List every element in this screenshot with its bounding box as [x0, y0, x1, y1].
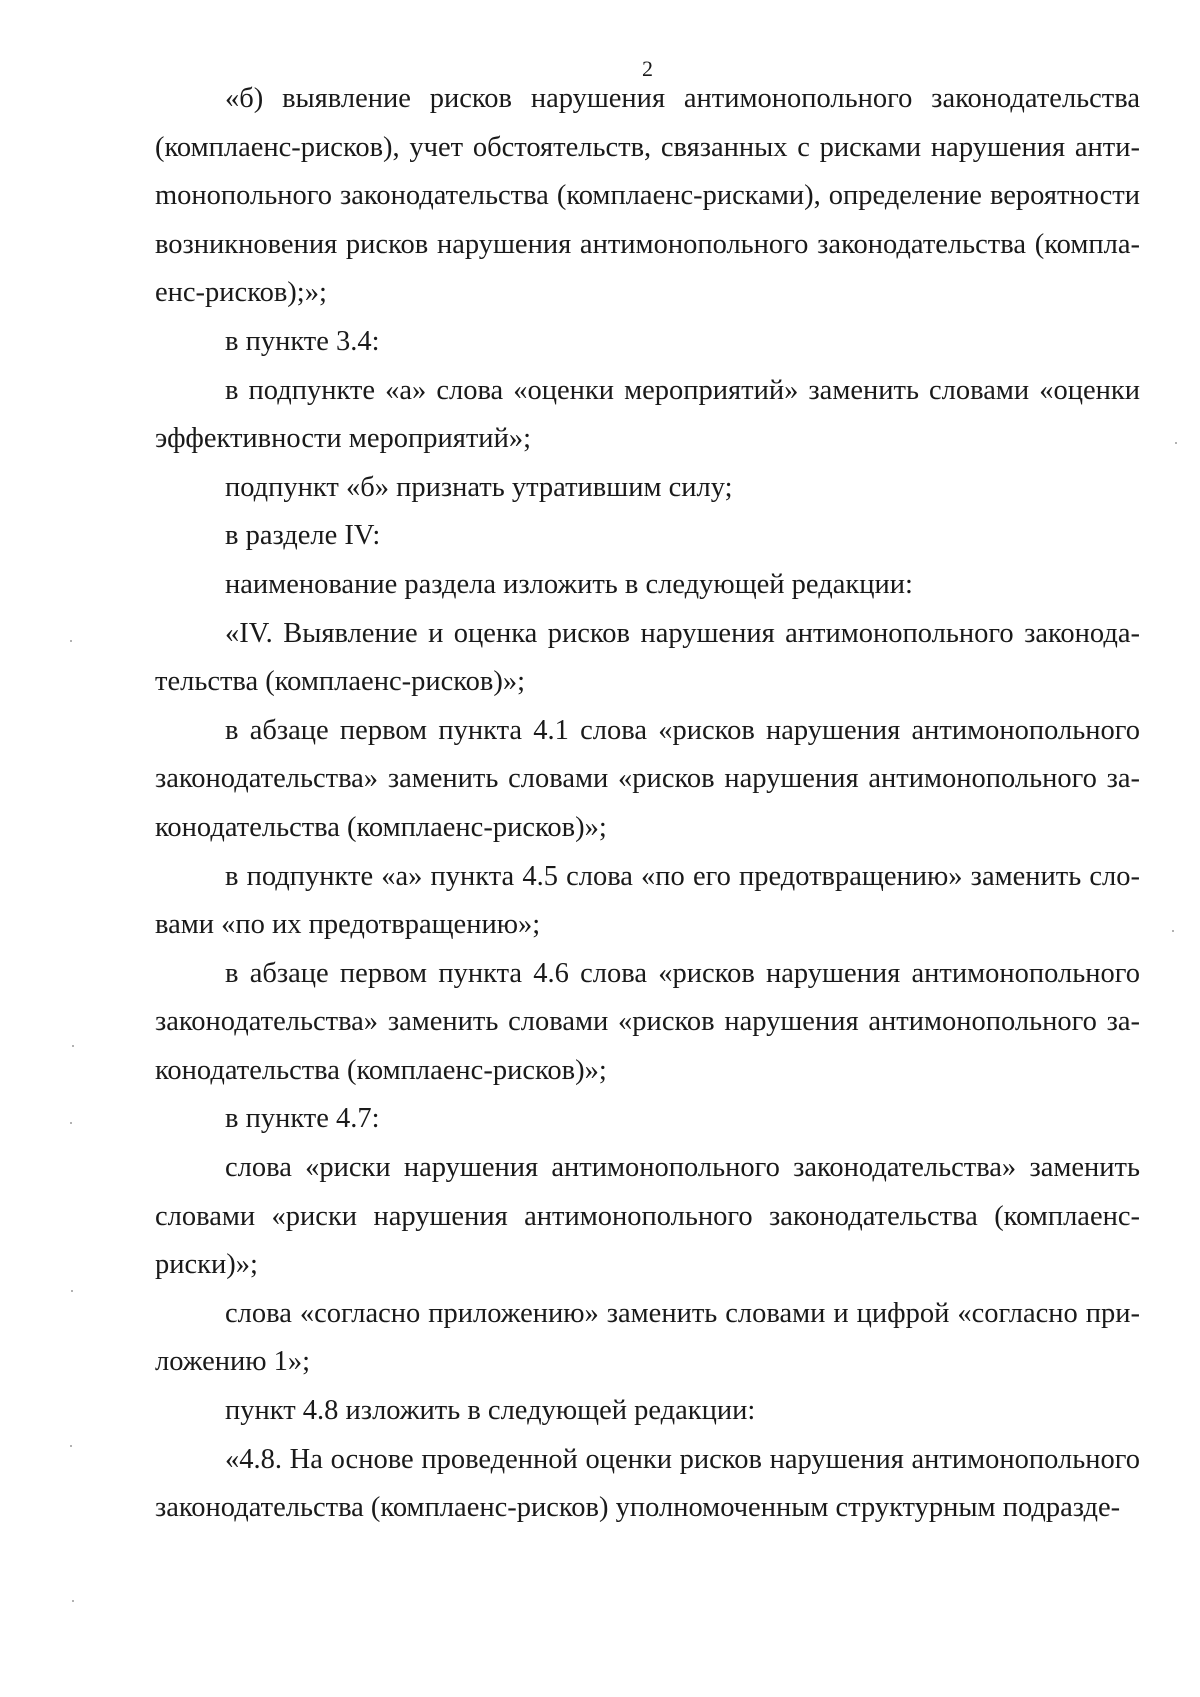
scan-speck [72, 1600, 74, 1602]
scan-speck [70, 640, 72, 642]
paragraph: в разделе IV: [225, 520, 381, 552]
paragraph: в подпункте «а» пункта 4.5 слова «по его предотвращению» заменить словами «по их предотвращению»; [155, 860, 1140, 941]
scan-speck [72, 1045, 74, 1047]
paragraph: наименование раздела изложить в следующей редакции: [225, 568, 913, 600]
paragraph: в абзаце первом пункта 4.6 слова «рисков нарушения антимонопольного законодательства» заменить словами «рисков нарушения антимонопольного законодательства (комплаенс-рисков)»; [155, 957, 1140, 1086]
paragraph: подпункт «б» признать утратившим силу; [225, 471, 733, 503]
paragraph: в абзаце первом пункта 4.1 слова «рисков нарушения антимонопольного законодательства» заменить словами «рисков нарушения антимонопольного законодательства (комплаенс-рисков)»; [155, 714, 1140, 843]
scan-speck [71, 1290, 73, 1292]
paragraph: слова «согласно приложению» заменить словами и цифрой «согласно приложению 1»; [155, 1297, 1140, 1378]
paragraph: в подпункте «а» слова «оценки мероприятий» заменить словами «оценки эффективности мероприятий»; [155, 374, 1140, 455]
paragraph: «IV. Выявление и оценка рисков нарушения антимонопольного законодательства (комплаенс-рисков)»; [155, 617, 1140, 698]
scan-speck [1175, 442, 1177, 444]
scan-speck [1172, 930, 1174, 932]
paragraph: в пункте 3.4: [225, 325, 380, 357]
paragraph: в пункте 4.7: [225, 1103, 380, 1135]
paragraph: пункт 4.8 изложить в следующей редакции: [225, 1395, 756, 1427]
document-body [155, 75, 1140, 1533]
scan-speck [70, 1445, 72, 1447]
paragraph: слова «риски нарушения антимонопольного законодательства» заменить словами «риски нарушения антимонопольного законодательства (комплаенс-риски)»; [155, 1152, 1140, 1281]
paragraph: «4.8. На основе проведенной оценки рисков нарушения антимонопольного законодательства (комплаенс-рисков) уполномоченным структурным подразде- [155, 1443, 1140, 1524]
page-number: 2 [642, 56, 653, 81]
paragraph: «б) выявление рисков нарушения антимонопольного законодательства (комплаенс-рисков), учет обстоятельств, связанных с рисками нарушения антиmонопольного законодательства (комплаенс-рисками), определение вероятности возникновения рисков нарушения антимонопольного законодательства (комплаенс-рисков);»; [155, 83, 1140, 309]
scan-speck [70, 1122, 72, 1124]
